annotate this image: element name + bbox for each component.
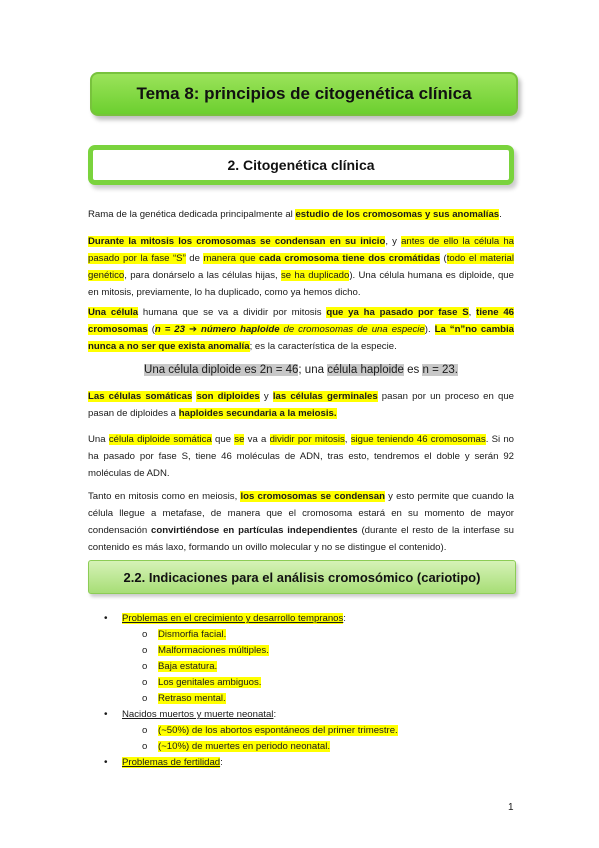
text: ( <box>147 324 155 335</box>
highlight: sigue teniendo 46 cromosomas <box>350 434 486 445</box>
list-subitem <box>100 723 520 739</box>
paragraph-mitosis <box>88 233 514 301</box>
sub-bullet-icon: o <box>142 725 148 736</box>
highlight: Una célula <box>88 307 139 318</box>
list-subitem <box>100 659 520 675</box>
highlight: n = 23 ➔ número haploide <box>154 324 280 335</box>
list-subitem-text: Retraso mental. <box>158 693 226 704</box>
section-title-indicaciones: 2.2. Indicaciones para el análisis cromosómico (cariotipo) <box>88 560 516 594</box>
sub-bullet-icon: o <box>142 693 148 704</box>
text: ( <box>439 253 447 264</box>
list-item <box>100 755 520 771</box>
list-subitem-text: Baja estatura. <box>158 661 218 672</box>
text: ; una <box>298 364 328 376</box>
list-subitem <box>100 627 520 643</box>
highlight: Durante la mitosis los cromosomas se condensan en su inicio <box>88 236 386 247</box>
list-subitem-text: Dismorfia facial. <box>158 629 227 640</box>
gray-highlight: célula haploide <box>327 364 404 376</box>
highlight: todo el material genético <box>88 253 514 281</box>
list-item <box>100 611 520 627</box>
highlight: estudio de los cromosomas y sus anomalías <box>295 209 500 220</box>
gray-highlight: n = 23. <box>422 364 458 376</box>
list-subitem-text: Los genitales ambiguos. <box>158 677 262 688</box>
text: , <box>344 434 351 445</box>
text: que <box>211 434 235 445</box>
text: y <box>259 391 273 402</box>
list-heading: Problemas de fertilidad <box>122 757 221 768</box>
paragraph-definition <box>88 206 514 223</box>
highlight: se <box>234 434 245 445</box>
bullet-icon: • <box>104 613 108 624</box>
text: Tanto en mitosis como en meiosis, <box>88 491 241 502</box>
text: : <box>273 709 277 720</box>
highlight: célula diploide somática <box>108 434 212 445</box>
text: Rama de la genética dedicada principalmente al <box>88 209 296 220</box>
highlight: se ha duplicado <box>280 270 350 281</box>
sub-bullet-icon: o <box>142 661 148 672</box>
page-number: 1 <box>508 802 514 813</box>
paragraph-condensation <box>88 488 514 556</box>
list-subitem <box>100 675 520 691</box>
list-subitem <box>100 643 520 659</box>
highlight: cada cromosoma tiene dos cromátidas <box>259 253 440 264</box>
text: ; es la característica de la especie. <box>249 341 397 352</box>
indications-list <box>100 611 520 771</box>
text: (durante el resto de la interfase su contenido es más laxo, formando un ovillo molecular y no se distingue el contenido). <box>88 525 514 553</box>
bullet-icon: • <box>104 757 108 768</box>
list-subitem-text: (~50%) de los abortos espontáneos del primer trimestre. <box>158 725 398 736</box>
paragraph-cell-division <box>88 304 514 355</box>
text: , <box>468 307 477 318</box>
list-subitem-text: Malformaciones múltiples. <box>158 645 269 656</box>
list-subitem <box>100 739 520 755</box>
paragraph-somatic-germinal <box>88 388 514 422</box>
list-heading: Nacidos muertos y muerte neonatal <box>122 709 274 720</box>
section-title-citogenetica: 2. Citogenética clínica <box>88 145 514 185</box>
highlight: que ya ha pasado por fase S <box>326 307 469 318</box>
highlight: manera que <box>203 253 260 264</box>
text: ). Una célula humana es diploide, que en mitosis, previamente, lo ha duplicado, como ya hemos dicho. <box>88 270 514 298</box>
text: humana que se va a dividir por mitosis <box>138 307 327 318</box>
list-heading: Problemas en el crecimiento y desarrollo tempranos <box>122 613 344 624</box>
sub-bullet-icon: o <box>142 629 148 640</box>
list-subitem-text: (~10%) de muertes en periodo neonatal. <box>158 741 330 752</box>
highlight: las células germinales <box>272 391 378 402</box>
bullet-icon: • <box>104 709 108 720</box>
highlight: La “n”no cambia nunca a no ser que exista anomalía <box>88 324 514 352</box>
gray-highlight: Una célula diploide es 2n = 46 <box>144 364 299 376</box>
text: . <box>499 209 502 220</box>
bold-text: convirtiéndose en partículas independientes <box>151 525 358 536</box>
highlight: tiene 46 cromosomas <box>88 307 514 335</box>
diploid-haploid-statement <box>88 362 514 378</box>
text: : <box>220 757 223 768</box>
highlight: dividir por mitosis <box>269 434 345 445</box>
highlight: Las células somáticas <box>88 391 193 402</box>
text: de <box>185 253 204 264</box>
highlight: haploides secundaria a la meiosis. <box>178 408 337 419</box>
sub-bullet-icon: o <box>142 645 148 656</box>
sub-bullet-icon: o <box>142 741 148 752</box>
highlight: son diploides <box>196 391 260 402</box>
highlight: antes de ello la célula ha pasado por la fase “S” <box>88 236 515 264</box>
text: es <box>403 364 423 376</box>
text: : <box>343 613 346 624</box>
paragraph-diploid-somatic <box>88 431 514 482</box>
page-title: Tema 8: principios de citogenética clínica <box>90 72 518 116</box>
text: pasan por un proceso en que pasan de diploides a <box>88 391 514 419</box>
text: Una <box>88 434 109 445</box>
list-item <box>100 707 520 723</box>
text: va a <box>244 434 270 445</box>
text: , y <box>385 236 402 247</box>
text: , para donárselo a las células hijas, <box>124 270 281 281</box>
text: ). <box>424 324 435 335</box>
text: y esto permite que cuando la célula llegue a metafase, de manera que el cromosoma estará en su momento de mayor condensación <box>88 491 514 536</box>
text: . Si no ha pasado por fase S, tiene 46 moléculas de ADN, tras esto, tendremos el doble y serán 92 moléculas de ADN. <box>88 434 515 479</box>
highlight: de cromosomas de una especie <box>279 324 425 335</box>
sub-bullet-icon: o <box>142 677 148 688</box>
list-subitem <box>100 691 520 707</box>
highlight: los cromosomas se condensan <box>240 491 385 502</box>
